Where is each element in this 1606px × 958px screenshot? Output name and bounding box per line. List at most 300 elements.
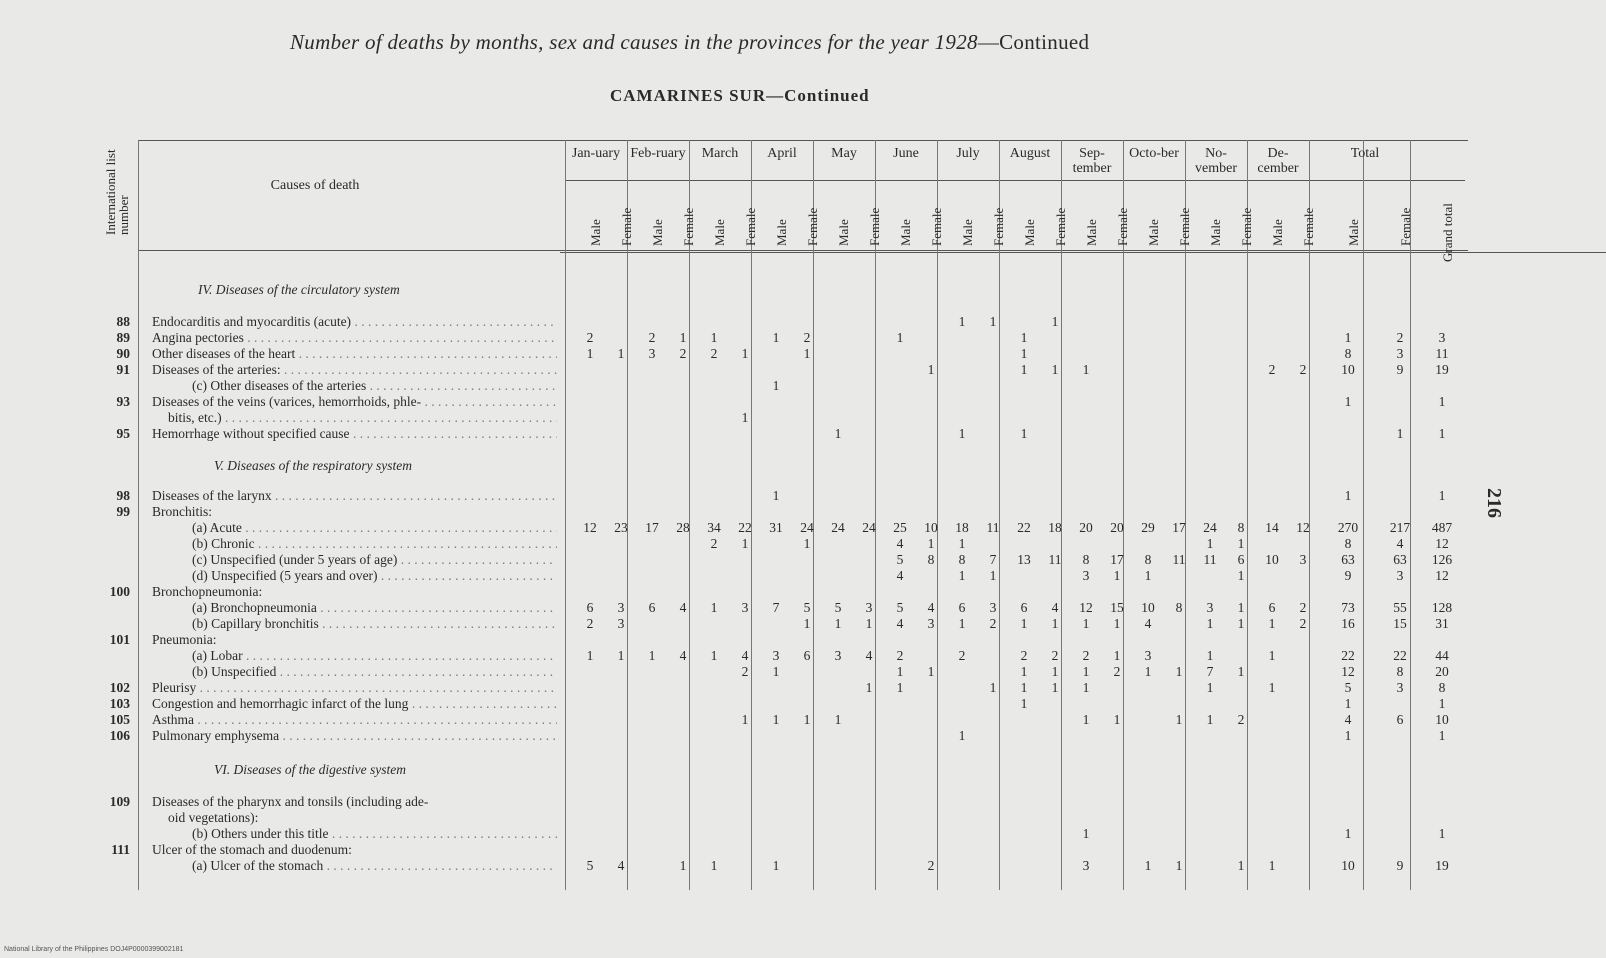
count-cell: 1: [772, 378, 780, 393]
count-cell: 15: [1110, 600, 1124, 615]
month-header: De-​cember: [1257, 146, 1299, 176]
count-cell: 1: [1020, 346, 1028, 361]
count-cell: 1: [1020, 680, 1028, 695]
count-cell: 14: [1265, 520, 1279, 535]
count-cell: 3: [617, 600, 625, 615]
count-cell: 2: [1082, 648, 1090, 663]
total-cell: 6: [1396, 712, 1404, 727]
cause-label: Ulcer of the stomach and duodenum:: [152, 842, 352, 857]
grand-total-cell: 12: [1435, 568, 1449, 583]
count-cell: 1: [1237, 664, 1245, 679]
count-cell: 1: [586, 648, 594, 663]
count-cell: 1: [927, 362, 935, 377]
total-cell: 55: [1393, 600, 1407, 615]
total-cell: 4: [1344, 712, 1352, 727]
grand-total-cell: 1: [1438, 696, 1446, 711]
total-cell: 1: [1344, 330, 1352, 345]
female-header: Female: [867, 207, 882, 246]
cause-label: Pulmonary emphysema . . .: [152, 728, 557, 744]
page-number: 216: [1483, 488, 1505, 518]
grand-total-cell: 1: [1438, 488, 1446, 503]
count-cell: 6: [1020, 600, 1028, 615]
cause-label: (a) Ulcer of the stomach . . .: [192, 858, 557, 874]
count-cell: 1: [772, 488, 780, 503]
table-row: [0, 488, 1606, 504]
count-cell: 3: [617, 616, 625, 631]
count-cell: 4: [617, 858, 625, 873]
count-cell: 1: [1175, 664, 1183, 679]
count-cell: 1: [989, 568, 997, 583]
count-cell: 1: [772, 712, 780, 727]
count-cell: 1: [1051, 664, 1059, 679]
table-row: [0, 648, 1606, 664]
count-cell: 1: [710, 600, 718, 615]
count-cell: 1: [1237, 600, 1245, 615]
cause-label: (c) Unspecified (under 5 years of age) . . .: [192, 552, 557, 568]
count-cell: 1: [1237, 858, 1245, 873]
cause-label: Pleurisy . . .: [152, 680, 557, 696]
month-header: Feb-​ruary: [630, 146, 686, 161]
total-cell: 12: [1341, 664, 1355, 679]
count-cell: 5: [896, 552, 904, 567]
list-number: 90: [116, 346, 130, 361]
count-cell: 1: [710, 330, 718, 345]
table-row: [0, 426, 1606, 442]
count-cell: 1: [1268, 648, 1276, 663]
total-cell: 3: [1396, 680, 1404, 695]
cause-label: Diseases of the larynx . . .: [152, 488, 557, 504]
table-row: [0, 520, 1606, 536]
count-cell: 24: [862, 520, 876, 535]
total-cell: 22: [1341, 648, 1355, 663]
count-cell: 1: [1020, 330, 1028, 345]
male-header: Male: [1084, 219, 1099, 246]
count-cell: 1: [1051, 680, 1059, 695]
count-cell: 2: [1268, 362, 1276, 377]
section-heading: V. Diseases of the respiratory system: [214, 458, 412, 473]
count-cell: 22: [738, 520, 752, 535]
count-cell: 6: [1237, 552, 1245, 567]
page-title: Number of deaths by months, sex and causes in the provinces for the year 1928—Continued: [290, 30, 1090, 54]
count-cell: 8: [958, 552, 966, 567]
count-cell: 4: [896, 616, 904, 631]
count-cell: 7: [1206, 664, 1214, 679]
total-cell: 3: [1396, 346, 1404, 361]
male-header: Male: [898, 219, 913, 246]
female-header: Female: [619, 207, 634, 246]
page-subtitle: CAMARINES SUR—Continued: [610, 86, 870, 105]
count-cell: 2: [586, 616, 594, 631]
count-cell: 7: [989, 552, 997, 567]
grand-total-cell: 1: [1438, 826, 1446, 841]
section-heading: IV. Diseases of the circulatory system: [198, 282, 400, 297]
cause-label: (b) Unspecified . . .: [192, 664, 557, 680]
count-cell: 3: [927, 616, 935, 631]
count-cell: 1: [772, 664, 780, 679]
count-cell: 1: [1051, 314, 1059, 329]
count-cell: 17: [1110, 552, 1124, 567]
count-cell: 2: [710, 346, 718, 361]
count-cell: 3: [1299, 552, 1307, 567]
count-cell: 10: [924, 520, 938, 535]
month-header: June: [893, 146, 919, 161]
cause-label: Other diseases of the heart . . .: [152, 346, 557, 362]
count-cell: 7: [772, 600, 780, 615]
month-header: April: [767, 146, 797, 161]
cause-label: (b) Capillary bronchitis . . .: [192, 616, 557, 632]
count-cell: 3: [1082, 568, 1090, 583]
count-cell: 1: [1082, 712, 1090, 727]
count-cell: 17: [645, 520, 659, 535]
count-cell: 31: [769, 520, 783, 535]
count-cell: 1: [710, 858, 718, 873]
total-cell: 1: [1344, 488, 1352, 503]
cause-label: (b) Chronic . . .: [192, 536, 557, 552]
count-cell: 2: [1020, 648, 1028, 663]
count-cell: 1: [1206, 712, 1214, 727]
month-header: Octo-​ber: [1129, 146, 1179, 161]
table-row: [0, 858, 1606, 874]
female-header: Female: [1053, 207, 1068, 246]
count-cell: 6: [803, 648, 811, 663]
male-header: Male: [1208, 219, 1223, 246]
count-cell: 1: [1206, 648, 1214, 663]
count-cell: 1: [1020, 664, 1028, 679]
table-row: [0, 568, 1606, 584]
grand-total-cell: 11: [1435, 346, 1449, 361]
count-cell: 1: [958, 568, 966, 583]
cause-label: Bronchitis:: [152, 504, 212, 519]
male-header: Male: [1022, 219, 1037, 246]
count-cell: 2: [1299, 616, 1307, 631]
count-cell: 10: [1265, 552, 1279, 567]
total-cell: 10: [1341, 362, 1355, 377]
count-cell: 1: [1237, 568, 1245, 583]
count-cell: 2: [1299, 362, 1307, 377]
count-cell: 1: [803, 616, 811, 631]
total-cell: 1: [1344, 728, 1352, 743]
count-cell: 12: [1296, 520, 1310, 535]
list-number: 99: [116, 504, 130, 519]
list-number: 91: [116, 362, 130, 377]
count-cell: 1: [679, 858, 687, 873]
table-row: [0, 680, 1606, 696]
count-cell: 1: [741, 712, 749, 727]
total-cell: 63: [1393, 552, 1407, 567]
table-row: [0, 600, 1606, 616]
cause-label: Pneumonia:: [152, 632, 217, 647]
count-cell: 4: [896, 568, 904, 583]
total-cell: 10: [1341, 858, 1355, 873]
count-cell: 1: [1144, 664, 1152, 679]
grand-total-cell: 1: [1438, 394, 1446, 409]
count-cell: 1: [1237, 536, 1245, 551]
count-cell: 1: [1020, 426, 1028, 441]
count-cell: 1: [896, 680, 904, 695]
count-cell: 5: [586, 858, 594, 873]
count-cell: 1: [803, 346, 811, 361]
count-cell: 29: [1141, 520, 1155, 535]
total-cell: 5: [1344, 680, 1352, 695]
count-cell: 8: [1175, 600, 1183, 615]
table-row: [0, 842, 1606, 858]
count-cell: 2: [989, 616, 997, 631]
female-header: Female: [929, 207, 944, 246]
cause-label: (a) Acute . . .: [192, 520, 557, 536]
table-row: [0, 794, 1606, 810]
count-cell: 1: [1268, 616, 1276, 631]
table-row: [0, 616, 1606, 632]
total-cell: 1: [1396, 426, 1404, 441]
count-cell: 4: [865, 648, 873, 663]
count-cell: 2: [679, 346, 687, 361]
month-subheader-rule: [565, 180, 1465, 181]
total-cell: 4: [1396, 536, 1404, 551]
list-number: 88: [116, 314, 130, 329]
count-cell: 1: [1020, 616, 1028, 631]
grand-total-cell: 1: [1438, 426, 1446, 441]
count-cell: 10: [1141, 600, 1155, 615]
list-number: 93: [116, 394, 130, 409]
grand-total-cell: 19: [1435, 858, 1449, 873]
total-cell: 15: [1393, 616, 1407, 631]
month-header: Total: [1350, 146, 1380, 161]
count-cell: 2: [1051, 648, 1059, 663]
count-cell: 3: [1082, 858, 1090, 873]
count-cell: 6: [958, 600, 966, 615]
table-row: [0, 410, 1606, 426]
table-rule: [138, 140, 1468, 141]
count-cell: 1: [648, 648, 656, 663]
count-cell: 1: [958, 536, 966, 551]
table-row: [0, 330, 1606, 346]
month-header: May: [831, 146, 857, 161]
count-cell: 5: [896, 600, 904, 615]
count-cell: 1: [710, 648, 718, 663]
count-cell: 2: [741, 664, 749, 679]
list-number: 102: [109, 680, 130, 695]
count-cell: 1: [803, 536, 811, 551]
count-cell: 8: [1144, 552, 1152, 567]
count-cell: 1: [958, 728, 966, 743]
count-cell: 12: [583, 520, 597, 535]
female-header: Female: [1239, 207, 1254, 246]
grand-total-cell: 128: [1431, 600, 1453, 615]
total-cell: 9: [1396, 362, 1404, 377]
female-header: Female: [743, 207, 758, 246]
grand-total-cell: 12: [1435, 536, 1449, 551]
table-row: [0, 810, 1606, 826]
total-cell: 8: [1344, 536, 1352, 551]
table-row: [0, 552, 1606, 568]
count-cell: 1: [927, 536, 935, 551]
count-cell: 25: [893, 520, 907, 535]
month-header: Sep-​tember: [1072, 146, 1112, 176]
grand-total-header: Grand total: [1440, 203, 1455, 262]
month-header: July: [956, 146, 980, 161]
table-row: [0, 664, 1606, 680]
count-cell: 3: [865, 600, 873, 615]
list-number: 109: [109, 794, 130, 809]
month-header: August: [1009, 146, 1051, 161]
cause-label: (a) Bronchopneumonia . . .: [192, 600, 557, 616]
count-cell: 6: [1268, 600, 1276, 615]
count-cell: 4: [741, 648, 749, 663]
month-header: March: [701, 146, 739, 161]
total-cell: 63: [1341, 552, 1355, 567]
male-header: Male: [588, 219, 603, 246]
count-cell: 1: [1268, 680, 1276, 695]
total-cell: 217: [1389, 520, 1411, 535]
count-cell: 1: [958, 426, 966, 441]
count-cell: 1: [1082, 616, 1090, 631]
male-header: Male: [774, 219, 789, 246]
count-cell: 1: [834, 712, 842, 727]
list-number: 100: [109, 584, 130, 599]
count-cell: 2: [896, 648, 904, 663]
count-cell: 2: [586, 330, 594, 345]
cause-label: Diseases of the pharynx and tonsils (including ade-: [152, 794, 429, 809]
count-cell: 1: [1082, 826, 1090, 841]
cause-label: Diseases of the veins (varices, hemorrhoids, phle- . . .: [152, 394, 557, 410]
table-row: [0, 378, 1606, 394]
count-cell: 1: [834, 616, 842, 631]
cause-label: oid vegetations):: [168, 810, 259, 825]
count-cell: 1: [617, 648, 625, 663]
list-number: 95: [116, 426, 130, 441]
table-row: [0, 314, 1606, 330]
count-cell: 3: [834, 648, 842, 663]
count-cell: 2: [803, 330, 811, 345]
male-header: Male: [1270, 219, 1285, 246]
month-header: Jan-​uary: [571, 146, 621, 161]
count-cell: 1: [617, 346, 625, 361]
count-cell: 1: [958, 314, 966, 329]
month-header: No-​vember: [1195, 146, 1237, 176]
table-row: [0, 394, 1606, 410]
female-header: Female: [1398, 207, 1413, 246]
table-row: [0, 632, 1606, 648]
cause-label: (b) Others under this title . . .: [192, 826, 557, 842]
female-header: Female: [1177, 207, 1192, 246]
grand-total-cell: 20: [1435, 664, 1449, 679]
total-cell: 270: [1337, 520, 1359, 535]
count-cell: 1: [1082, 664, 1090, 679]
count-cell: 20: [1079, 520, 1093, 535]
count-cell: 1: [896, 330, 904, 345]
count-cell: 8: [927, 552, 935, 567]
count-cell: 1: [927, 664, 935, 679]
list-number-header: International list number: [103, 149, 131, 235]
grand-total-cell: 31: [1435, 616, 1449, 631]
total-cell: 1: [1344, 696, 1352, 711]
list-number: 111: [111, 842, 130, 857]
count-cell: 1: [1237, 616, 1245, 631]
count-cell: 3: [772, 648, 780, 663]
count-cell: 1: [1082, 362, 1090, 377]
count-cell: 4: [1144, 616, 1152, 631]
count-cell: 34: [707, 520, 721, 535]
male-header: Male: [650, 219, 665, 246]
footer-credit: National Library of the Philippines DOJ4P0000399002181: [4, 946, 184, 953]
total-cell: 9: [1344, 568, 1352, 583]
count-cell: 3: [648, 346, 656, 361]
female-header: Female: [805, 207, 820, 246]
grand-total-cell: 126: [1431, 552, 1453, 567]
count-cell: 1: [834, 426, 842, 441]
grand-total-cell: 44: [1435, 648, 1449, 663]
count-cell: 1: [1144, 858, 1152, 873]
count-cell: 6: [586, 600, 594, 615]
count-cell: 1: [741, 410, 749, 425]
table-row: [0, 728, 1606, 744]
cause-label: (a) Lobar . . .: [192, 648, 557, 664]
count-cell: 6: [648, 600, 656, 615]
male-header: Male: [1146, 219, 1161, 246]
count-cell: 1: [958, 616, 966, 631]
count-cell: 1: [1051, 616, 1059, 631]
count-cell: 13: [1017, 552, 1031, 567]
male-header: Male: [712, 219, 727, 246]
table-row: [0, 584, 1606, 600]
cause-label: (d) Unspecified (5 years and over) . . .: [192, 568, 557, 584]
count-cell: 1: [896, 664, 904, 679]
cause-label: (c) Other diseases of the arteries . . .: [192, 378, 557, 394]
count-cell: 17: [1172, 520, 1186, 535]
male-header: Male: [960, 219, 975, 246]
count-cell: 11: [986, 520, 1000, 535]
count-cell: 12: [1079, 600, 1093, 615]
count-cell: 1: [1206, 680, 1214, 695]
count-cell: 1: [1268, 858, 1276, 873]
count-cell: 18: [955, 520, 969, 535]
count-cell: 2: [648, 330, 656, 345]
count-cell: 1: [1082, 680, 1090, 695]
section-heading: VI. Diseases of the digestive system: [214, 762, 406, 777]
total-cell: 1: [1344, 826, 1352, 841]
count-cell: 1: [865, 680, 873, 695]
count-cell: 8: [1082, 552, 1090, 567]
table-row: [0, 696, 1606, 712]
count-cell: 1: [1020, 362, 1028, 377]
count-cell: 20: [1110, 520, 1124, 535]
count-cell: 4: [896, 536, 904, 551]
grand-total-cell: 10: [1435, 712, 1449, 727]
count-cell: 1: [1206, 616, 1214, 631]
count-cell: 22: [1017, 520, 1031, 535]
count-cell: 3: [989, 600, 997, 615]
male-header: Male: [836, 219, 851, 246]
count-cell: 1: [741, 536, 749, 551]
total-cell: 16: [1341, 616, 1355, 631]
count-cell: 1: [1113, 648, 1121, 663]
table-row: [0, 826, 1606, 842]
table-row: [0, 346, 1606, 362]
count-cell: 2: [958, 648, 966, 663]
total-cell: 2: [1396, 330, 1404, 345]
grand-total-cell: 8: [1438, 680, 1446, 695]
count-cell: 24: [831, 520, 845, 535]
table-row: [0, 362, 1606, 378]
table-rule: [138, 250, 1468, 251]
total-cell: 73: [1341, 600, 1355, 615]
count-cell: 1: [1206, 536, 1214, 551]
count-cell: 1: [586, 346, 594, 361]
total-cell: 1: [1344, 394, 1352, 409]
cause-label: Bronchopneumonia:: [152, 584, 263, 599]
table-row: [0, 712, 1606, 728]
count-cell: 3: [1206, 600, 1214, 615]
